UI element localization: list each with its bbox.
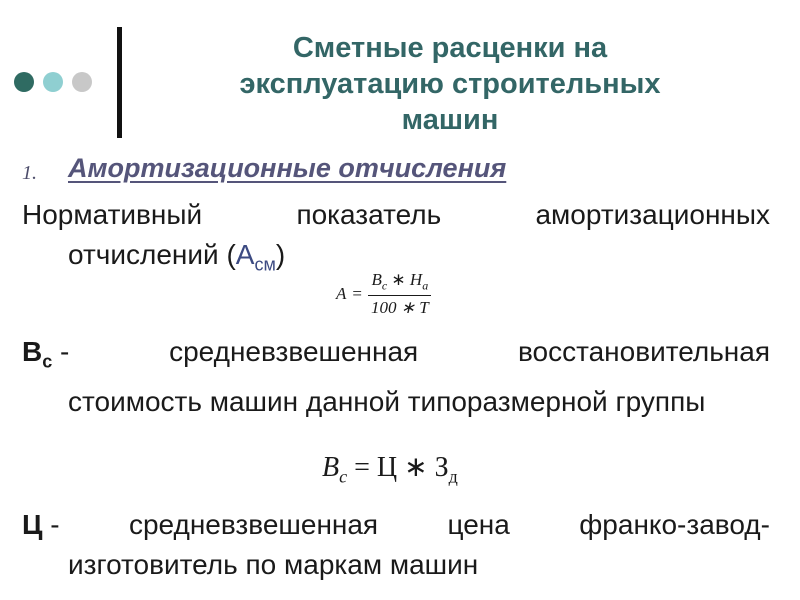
formula-eq: = [352,284,362,304]
word: показатель [296,199,442,230]
operator: ∗ [397,452,435,483]
var-z-sub: д [448,466,458,487]
symbol-a: А [235,239,255,270]
paragraph-bc [22,332,770,422]
decor-dot-gray [72,72,92,92]
decor-dot-light [43,72,63,92]
word: амортизационных [535,199,770,230]
vertical-divider [117,27,122,138]
text: ) [275,239,286,270]
var-h: H [409,270,423,289]
definition-text: изготовитель по маркам машин [68,549,479,580]
word: восстановительная [517,336,770,367]
fraction-numerator [368,270,431,296]
var-c: Ц [376,452,398,483]
title-line-1: Сметные расценки на [292,32,608,64]
decor-dot-dark [14,72,34,92]
slide-title [150,30,750,138]
term-c: Ц [22,509,43,540]
term [22,332,69,382]
operator: ∗ [387,270,410,289]
word: франко-завод- [579,509,770,540]
formula-bc [322,450,458,488]
term [22,505,60,545]
dash: - [42,509,60,540]
symbol-a-subscript: см [254,254,276,275]
item-number: 1. [22,162,37,184]
word: средневзвешенная [169,336,419,367]
var-b-sub: c [381,278,388,293]
var-z: З [434,452,449,483]
fraction-denominator: 100 ∗ T [370,298,429,318]
var-b-sub: c [339,466,348,487]
dash: - [52,336,70,367]
paragraph-c [22,505,770,585]
term-b-sub: с [42,351,53,372]
var-b: B [371,270,382,289]
section-heading: Амортизационные отчисления [68,153,507,183]
definition-text: стоимость машин данной типоразмерной группы [68,385,706,417]
word: Нормативный [22,199,203,230]
word: средневзвешенная [128,509,379,540]
fraction [368,270,432,318]
title-line-2: эксплуатацию строительных [239,68,661,100]
formula-eq: = [347,452,377,483]
formula-amortization [336,270,432,318]
formula-lhs: A [336,284,347,304]
decor-dots [14,72,92,92]
title-line-3: машин [401,104,499,136]
term-b: В [22,336,43,367]
word: цена [447,509,510,540]
var-h-sub: a [422,278,429,293]
var-b: B [322,452,340,483]
text: отчислений ( [68,239,236,270]
